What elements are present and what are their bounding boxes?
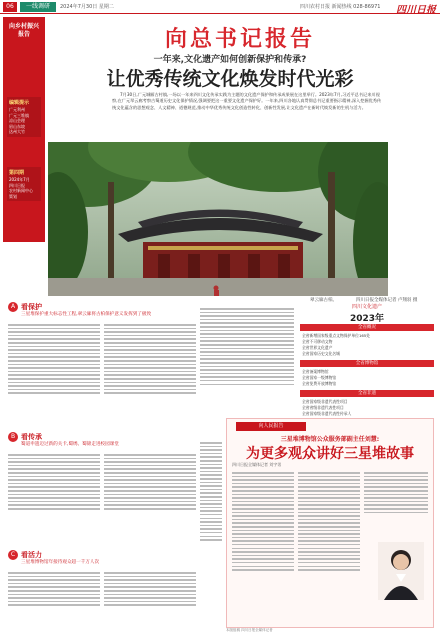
sidebar-line: 凉山会理 [9,118,25,123]
feature-body-col3 [364,470,428,515]
main-headline: 让优秀传统文化焕发时代光彩 [106,68,354,90]
masthead-logo: 四川日报 [396,5,436,16]
stats-row: 全省国家历史文化名城 [302,351,340,356]
feature-byline: 四川日报全媒体记者 刘宇男 [232,462,282,467]
sidebar [3,17,45,242]
sidebar-line: 策划 [9,193,17,199]
photo-credit: 四川日报全媒体记者 卢翔羽 摄 [356,298,418,303]
stats-row: 全省国家级非遗代表性项目 [302,399,348,404]
sidebar-box-editor [7,97,41,137]
person-portrait-icon [378,542,424,600]
feature-body-col1 [232,470,294,573]
stats-table-head: 全省博物馆 [300,360,434,367]
sidebar-box-head: 编辑提示 [9,100,30,106]
sidebar-line: 广元三堆镇 [9,112,29,118]
section-title: 看活力 [21,551,42,559]
section-a-body-col1 [8,322,100,396]
section-a-body-col3 [200,306,294,387]
sidebar-title: 向乡村振兴报告 [8,23,39,38]
section-subtitle: 蜀道申遗迈过新的关卡,蜀绣、蜀锦走进校园课堂 [21,442,119,447]
section-c-heading [8,550,218,570]
page-number: 06 [3,2,17,12]
section-title: 看传承 [21,433,42,441]
top-bar [0,0,440,14]
section-a-heading [8,302,218,322]
section-subtitle: 三星堆保护重大标志性工程,翠云廊将古柏保护意义发挥到了极致 [21,312,152,317]
main-photo [48,142,388,296]
hotline: 四川农村日报 新闻热线 028-86971 [300,4,381,10]
stats-row: 全省免费开放博物馆 [302,381,337,386]
section-a-body-col2 [104,322,196,396]
stats-table-head: 全省概况 [300,324,434,331]
section-mark: A [8,302,18,312]
portrait-photo [378,542,424,600]
section-b-heading [8,432,218,452]
temple-photo-illustration [48,142,388,296]
stats-row: 全省新增国家级重点文物保护单位165处 [302,333,370,338]
section-c-body-col1 [8,570,100,608]
feature-kicker: 三星堆博物馆公众服务部副主任刘慧: [280,436,380,443]
sidebar-line: 达州大竹 [9,129,25,134]
sidebar-box-issue [7,167,41,201]
issue-date: 2024年7月30日 星期二 [60,4,114,10]
section-c-body-col2 [104,570,196,608]
stats-row: 全省国家一级博物馆 [302,375,337,380]
lead-paragraph: 7月30日,广元城厢古村镇,一场以一年来四川文化传承实践为主题的文化遗产保护和传承成果展在这里举行。2023年7月,习近平总书记来川视察,在广元翠云廊考察古蜀道历史文化保护情况,强调要把这一重要文化遗产保护好。一年来,四川各地认真贯彻总书记重要指示精神,深入挖掘优秀传统文化蕴含的思想观念、人文精神、道德规范,推动中华优秀传统文化创造性转化、创新性发展,让文化遗产在新时代焕发新的生机与活力。 [112,92,382,110]
section-b-body-col2 [104,452,196,512]
stats-row: 全省省级非遗代表性项目 [302,405,344,410]
footer-note: 本版组稿 四川日报全媒体记者 [226,628,273,632]
sidebar-line: 四川日报 [9,182,25,188]
stats-year: 2023年 [349,314,385,324]
feature-title: 为更多观众讲好三星堆故事 [246,446,414,462]
section-tag: 一线调研 [20,2,56,12]
sidebar-box-head: 第四期 [9,170,25,176]
stats-row: 全省备案博物馆 [302,369,329,374]
sidebar-line: 2024年7月 [9,177,30,182]
sidebar-line: 广元利州 [9,107,25,112]
section-title: 看保护 [21,303,42,311]
section-b-body-col3 [200,440,222,543]
section-b-body-col1 [8,452,100,512]
section-mark: B [8,432,18,442]
feature-body-col2 [298,470,360,573]
photo-caption: 翠云廊古柏。 [310,298,337,303]
section-subtitle: 三星堆博物馆年接待观众超一千万人次 [21,560,100,565]
stats-panel-title: 四川文化遗产 [351,304,382,310]
kicker-title: 向总书记报告 [164,26,315,52]
stats-row: 全省国家级非遗代表性传承人 [302,411,352,416]
subheadline: 一年来,文化遗产如何创新保护和传承? [153,55,307,65]
stats-row: 全省不可移动文物 [302,339,333,344]
stats-row: 全省世界文化遗产 [302,345,333,350]
sidebar-line: 眉山东坡 [9,123,25,129]
feature-banner: 向人民报告 [236,422,306,431]
stats-table-head: 全省非遗 [300,390,434,397]
sidebar-line: 农村新闻中心 [9,188,33,193]
section-mark: C [8,550,18,560]
